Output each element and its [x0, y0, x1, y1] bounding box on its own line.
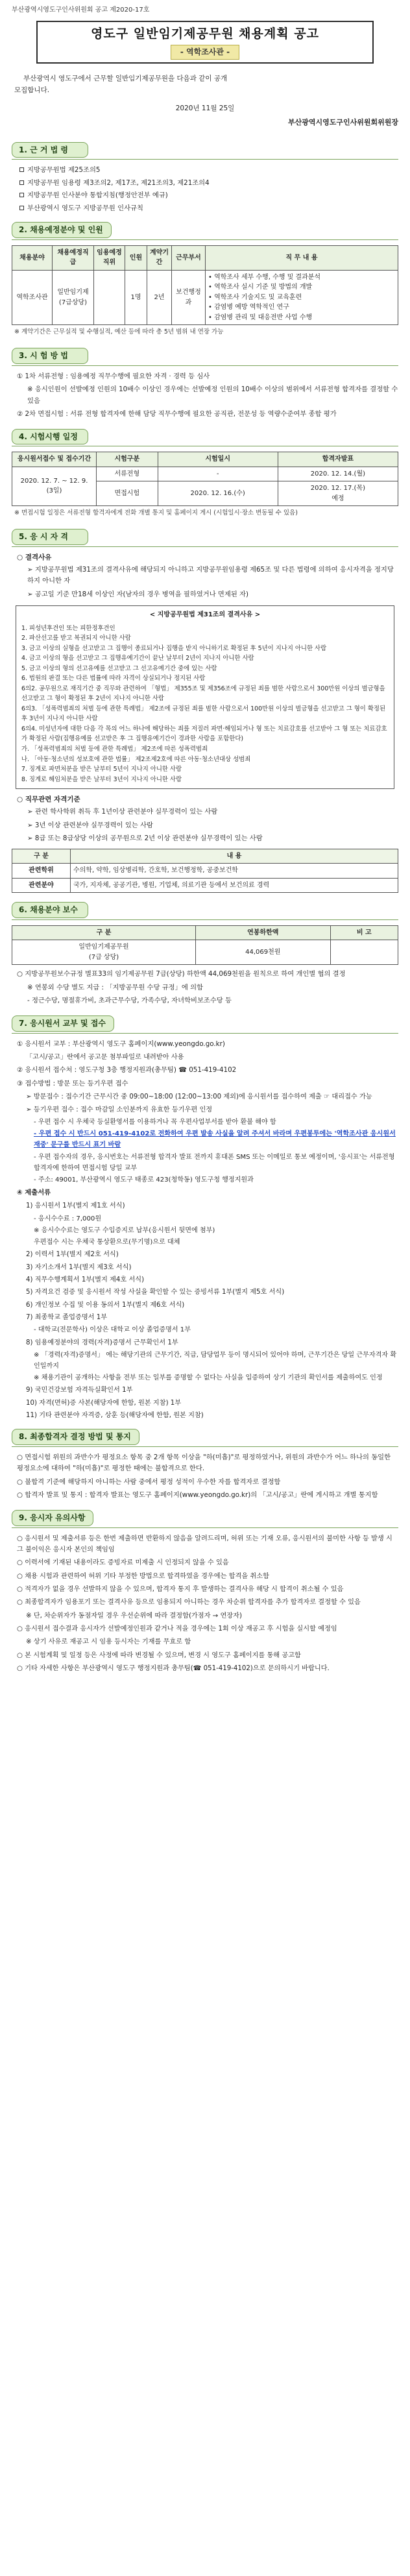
law-article-box	[16, 605, 394, 789]
table-cell: 관련학위	[12, 864, 71, 879]
apply-method-address: - 주소: 49001, 부산광역시 영도구 태종로 423(청학동) 영도구청 행정지원과	[34, 1176, 254, 1184]
intro-line-2: 모집합니다.	[14, 86, 50, 95]
section-2-note: ※ 계약기간은 근무실적 및 수행실적, 예산 등에 따라 총 5년 범위 내 연장 가능	[14, 328, 224, 336]
table-row	[12, 878, 398, 893]
list-item: ※ 응시수수료는 영도구 수입증지로 납부(응시원서 뒷면에 첨부)	[34, 1226, 215, 1234]
exam-step-2: ② 2차 면접시험 : 서류 전형 합격자에 한해 담당 직무수행에 필요한 공직관, 전문성 등 역량수준여부 종합 평가	[17, 410, 337, 419]
list-item: 1) 응시원서 1부(별지 제1호 서식)	[26, 1202, 125, 1210]
qualification-item: ➢ 8급 또는 8급상당 이상의 공무원으로 2년 이상 관련분야 실무경력이 있는 사람	[27, 834, 263, 843]
list-item: - 대학교(전문학사) 이상은 대학교 이상 졸업증명서 1부	[34, 1326, 191, 1334]
list-item: ※ 「경력(자격)증명서」 에는 해당기관의 근무기간, 직급, 담당업무 등이 명시되어 있어야 하며, 근무기간은 당일 근무자격자 확인일까지	[34, 1351, 397, 1370]
exam-step-1: ① 1차 서류전형 : 임용예정 직무수행에 필요한 자격 · 경력 등 심사	[17, 372, 210, 380]
table-row	[12, 270, 398, 325]
section-7-heading: 7. 응시원서 교부 및 접수	[12, 1015, 114, 1032]
recruit-table	[12, 245, 398, 326]
table-cell: 일반임기제 (7급상당)	[53, 270, 94, 325]
duty-cell: • 역학조사 세부 수행, 수행 및 결과분석 • 역학조사 실시 기준 및 방법의 개발 • 역학조사 기술지도 및 교육훈련 • 감염병 예방 역학적인 연구 • 감염병 관리 및 대응전반 사업 수행	[206, 270, 398, 325]
table-cell: 서류전형	[97, 467, 158, 481]
table-cell: 면접시험	[97, 481, 158, 506]
related-field-table	[12, 849, 398, 893]
table-header: 직 무 내 용	[206, 245, 398, 270]
table-header: 채용예정직급	[53, 245, 94, 270]
apply-method-mail-highlight: - 우편 접수 시 반드시 051-419-4102로 전화하여 우편 발송 사실을 알려 주셔서 바라며 우편봉투에는 '역학조사관 응시원서 재중' 문구를 반드시 표기 바람	[34, 1130, 396, 1149]
table-cell: 44,069천원	[195, 940, 330, 965]
table-header: 계약기간	[147, 245, 172, 270]
section-divider	[12, 1446, 398, 1447]
table-header: 비 고	[330, 925, 398, 940]
apply-reception-place: ② 응시원서 접수처 : 영도구청 3층 행정지원과(총무팀) ☎ 051-419-4102	[17, 1066, 237, 1075]
section-2-heading: 2. 채용예정분야 및 인원	[12, 222, 112, 238]
list-item: ○ 이력서에 기재된 내용이라도 증빙자료 미제출 시 인정되지 않을 수 있음	[17, 1559, 229, 1567]
list-item: - 응시수수료 : 7,000원	[34, 1215, 102, 1222]
checkbox-square-icon	[19, 180, 24, 185]
exam-step-1-note: ※ 응시인원이 선발예정 인원의 10배수 이상인 경우에는 선발예정 인원의 10배수 이상의 범위에서 서류전형 합격자를 결정할 수 있음	[27, 385, 398, 405]
list-item: 2) 이력서 1부(별지 제2호 서식)	[26, 1251, 119, 1259]
law-list	[12, 165, 398, 214]
section-divider	[12, 919, 398, 920]
list-item: ※ 단, 차순위자가 동점자일 경우 우선순위에 따라 결정함(가점자 → 연장자)	[26, 1612, 242, 1620]
title-box	[36, 21, 374, 64]
list-item: ※ 상기 사유로 재공고 시 임용 등시자는 기재를 무효로 함	[26, 1638, 191, 1646]
table-header: 연봉하한액	[195, 925, 330, 940]
section-3-heading: 3. 시 험 방 법	[12, 348, 88, 364]
table-header: 시험일시	[158, 452, 278, 467]
list-item: ○ 적격자가 없을 경우 선발하지 않을 수 있으며, 합격자 통지 후 발생하는 결격사유 해당 시 합격이 취소될 수 있음	[17, 1585, 344, 1593]
table-header: 시험구분	[97, 452, 158, 467]
salary-note-3: - 정근수당, 명절휴가비, 초과근무수당, 가족수당, 자녀학비보조수당 등	[27, 997, 232, 1005]
section-divider	[12, 546, 398, 547]
submit-docs-list	[12, 1200, 398, 1421]
apply-method-mail: ➢ 등기우편 접수 : 접수 마감일 소인분까지 유효한 등기우편 인정	[26, 1106, 213, 1113]
intro-line-1: 부산광역시 영도구에서 근무할 일반임기제공무원을 다음과 같이 공개	[23, 74, 228, 82]
table-cell	[330, 940, 398, 965]
salary-note-2: ※ 연봉외 수당 별도 지급 : 「지방공무원 수당 규정」에 의함	[27, 983, 204, 991]
table-header: 응시원서접수 및 접수기간	[12, 452, 97, 467]
page-title: 영도구 일반임기제공무원 채용계획 공고	[91, 26, 319, 41]
section-5-heading: 5. 응 시 자 격	[12, 529, 88, 545]
table-cell: 2020. 12. 7. ~ 12. 9. (3일)	[12, 467, 97, 506]
table-row	[12, 864, 398, 879]
caution-list	[12, 1533, 398, 1675]
list-item: 지방공무원 인사분야 통합지침(행정안전부 예규)	[19, 190, 398, 202]
announce-org: 부산광역시영도구인사위원회위원장	[287, 117, 398, 127]
list-item: 3) 자기소개서 1부(별지 제3호 서식)	[26, 1263, 132, 1271]
salary-table	[12, 925, 398, 966]
list-item: ○ 응시원서 및 제출서류 등은 한번 제출하면 반환하지 않음을 알려드리며, 허위 또는 기재 오류, 응시원서의 불미한 사항 등 발생 시 그 불이익은 응시자 본인의 책임임	[17, 1535, 392, 1553]
apply-method-mail-note-2: - 우편 접수자의 경우, 응시번호는 서류전형 합격자 발표 전까지 휴대폰 SMS 또는 이메일로 통보 예정이며, '응시표'는 서류전형 합격자에 한하여 면접시험 당일 교부	[34, 1153, 395, 1172]
section-9-heading: 9. 응시자 유의사항	[12, 1510, 93, 1526]
table-header: 임용예정직위	[94, 245, 125, 270]
table-cell	[94, 270, 125, 325]
list-item: 7) 최종학교 졸업증명서 1부	[26, 1314, 108, 1321]
table-header: 근무부서	[172, 245, 206, 270]
section-1-heading: 1. 근 거 법 령	[12, 142, 88, 158]
section-divider	[12, 239, 398, 240]
list-item: 부산광역시 영도구 지방공무원 인사규칙	[19, 203, 398, 215]
table-header: 인원	[125, 245, 147, 270]
qualification-item: ➢ 3년 이상 관련분야 실무경력이 있는 사람	[27, 821, 153, 829]
section-divider	[12, 1033, 398, 1034]
table-cell: 2020. 12. 14.(월)	[278, 467, 398, 481]
notice-number: 부산광역시영도구인사위원회 공고 제2020-17호	[12, 6, 150, 14]
disqualification-title: ○ 결격사유	[17, 553, 52, 561]
table-cell: 일반임기제공무원 (7급 상당)	[12, 940, 196, 965]
table-cell: 보건행정과	[172, 270, 206, 325]
list-item: 10) 자격(면허)증 사본(해당자에 한함, 원본 지참) 1부	[26, 1399, 182, 1407]
list-item: 지방공무원법 제25조의5	[19, 165, 398, 176]
section-divider	[12, 365, 398, 366]
list-item: ○ 최종합격자가 임용포기 또는 결격사유 등으로 임용되지 아니하는 경우 차순위 합격자를 추가 합격자로 결정할 수 있음	[17, 1599, 361, 1607]
table-row	[12, 940, 398, 965]
table-cell: 2020. 12. 16.(수)	[158, 481, 278, 506]
table-header: 내 용	[71, 849, 398, 864]
table-cell: -	[158, 467, 278, 481]
table-header: 구 분	[12, 925, 196, 940]
section-divider	[12, 159, 398, 160]
checkbox-square-icon	[19, 167, 24, 172]
list-item: 11) 기타 관련분야 자격증, 상훈 등(해당자에 한함, 원본 지참)	[26, 1412, 204, 1419]
final-decision-3: ○ 합격자 발표 및 통지 : 합격자 발표는 영도구 홈페이지(www.yeongdo.go.kr)의 「고시/공고」란에 게시하고 개별 통지함	[17, 1491, 378, 1500]
law-article-text: 1. 피성년후견인 또는 피한정후견인 2. 파산선고를 받고 복권되지 아니한 사람 3. 금고 이상의 실형을 선고받고 그 집행이 종료되거나 집행을 받지 아니하기로 확정된 후 5년이 지나지 아니한 사람 4. 금고 이상의 형을 선고받고 그 집행유예기간이 끝난 날부터 2년이 지나지 아니한 사람 5. 금고 이상의 형의 선고유예를 선고받고 그 선고유예기간 중에 있는 사람 6. 법원의 판결 또는 다른 법률에 따라 자격이 상실되거나 정지된 사람 6의2. 공무원으로 재직기간 중 직무와 관련하여 「형법」 제355조 및 제356조에 규정된 죄를 범한 사람으로서 300만원 이상의 벌금형을 선고받고 그 형이 확정된 후 2년이 지나지 아니한 사람 6의3. 「성폭력범죄의 처벌 등에 관한 특례법」 제2조에 규정된 죄를 범한 사람으로서 100만원 이상의 벌금형을 선고받고 그 형이 확정된 후 3년이 지나지 아니한 사람 6의4. 미성년자에 대한 다음 각 목의 어느 하나에 해당하는 죄를 저질러 파면·해임되거나 형 또는 치료감호를 선고받아 그 형 또는 치료감호가 확정된 사람(집행유예를 선고받은 후 그 집행유예기간이 경과한 사람을 포함한다) 가. 「성폭력범죄의 처벌 등에 관한 특례법」 제2조에 따른 성폭력범죄 나. 「아동·청소년의 성보호에 관한 법률」 제2조제2호에 따른 아동·청소년대상 성범죄 7. 징계로 파면처분을 받은 날부터 5년이 지나지 아니한 사람 8. 징계로 해임처분을 받은 날부터 3년이 지나지 아니한 사람	[21, 624, 387, 783]
disqualification-p2: ➢ 공고일 기준 만18세 이상인 자(남자의 경우 병역을 필하였거나 면제된 자)	[27, 590, 249, 598]
section-4-heading: 4. 시험시행 일정	[12, 429, 88, 445]
section-divider	[12, 1527, 398, 1528]
list-item: 6) 개인정보 수집 및 이용 동의서 1부(별지 제6호 서식)	[26, 1301, 185, 1309]
table-cell: 2020. 12. 17.(목) 예정	[278, 481, 398, 506]
table-header: 합격자발표	[278, 452, 398, 467]
apply-form-issue: ① 응시원서 교부 : 부산광역시 영도구 홈페이지(www.yeongdo.go.kr)	[17, 1039, 225, 1048]
list-item: ※ 채용기관이 공개하는 사항을 전부 또는 일부를 증명할 수 없다는 사실을 입증하여 상기 기관의 확인서를 제출하여도 인정	[34, 1374, 383, 1382]
apply-method-mail-note: - 우편 접수 시 우체국 등실환영서를 이용하거나 꼭 우편사업부서를 받아 환불 해야 함	[34, 1119, 276, 1126]
table-cell: 2년	[147, 270, 172, 325]
intro-text	[14, 73, 396, 97]
table-header: 채용분야	[12, 245, 53, 270]
checkbox-square-icon	[19, 193, 24, 197]
list-item: ○ 본 시험계획 및 일정 등은 사정에 따라 변경될 수 있으며, 변경 시 영도구 홈페이지를 통해 공고함	[17, 1651, 301, 1659]
list-item: 지방공무원 임용령 제3조의2, 제17조, 제21조의3, 제21조의4	[19, 178, 398, 189]
list-item: ○ 응시원서 접수결과 응시자가 선발예정인원과 같거나 적을 경우에는 1회 이상 재공고 후 시험을 실시할 예정임	[17, 1625, 337, 1633]
law-article-title: < 지방공무원법 제31조의 결격사유 >	[149, 611, 261, 619]
table-cell: 국가, 지자체, 공공기관, 병원, 기업체, 의료기관 등에서 보건의료 경력	[71, 878, 398, 893]
submit-docs-title: ④ 제출서류	[17, 1188, 51, 1197]
list-item: 우편접수 시는 우체국 통상환으로(무기명)으로 대체	[34, 1239, 180, 1246]
table-cell: 역학조사관	[12, 270, 53, 325]
apply-form-issue-sub: 「고시/공고」란에서 공고문 첨부파일로 내려받아 사용	[26, 1054, 184, 1061]
qualification-title: ○ 직무관련 자격기준	[17, 796, 80, 804]
list-item: ○ 기타 자세한 사항은 부산광역시 영도구 행정지원과 총무팀(☎ 051-419-4102)으로 문의하시기 바랍니다.	[17, 1664, 330, 1672]
table-cell: 수의학, 약학, 임상병리학, 간호학, 보건행정학, 공중보건학	[71, 864, 398, 879]
table-header: 구 분	[12, 849, 71, 864]
list-item: 4) 직무수행계획서 1부(별지 제4호 서식)	[26, 1276, 145, 1283]
disqualification-p1: ➢ 지방공무원법 제31조의 결격사유에 해당되지 아니하고 지방공무원임용령 제65조 및 다른 법령에 의하여 응시자격을 정지당하지 아니한 자	[27, 565, 394, 585]
final-decision-1: ○ 면접시험 위원의 과반수가 평정요소 항목 중 2개 항목 이상을 "하(미흡)"로 평정하였거나, 위원의 과반수가 어느 하나의 동일한 평정요소에 대하여 "하(미흡)"로 평정한 때에는 불합격으로 한다.	[17, 1453, 391, 1473]
section-6-heading: 6. 채용분야 보수	[12, 902, 88, 918]
page-subtitle: - 역학조사관 -	[171, 45, 239, 60]
announce-date: 2020년 11월 25일	[175, 104, 235, 113]
section-4-note: ※ 면접시험 일정은 서류전형 합격자에게 전화 개별 통지 및 홈페이지 게시 (시험일시·장소 변동될 수 있음)	[14, 509, 298, 517]
salary-note-1: ○ 지방공무원보수규정 별표33의 임기제공무원 7급(상당) 하한액 44,069천원을 원칙으로 하여 개인별 협의 결정	[17, 970, 346, 978]
final-decision-2: ○ 불합격 기준에 해당하지 아니하는 사람 중에서 평정 성적이 우수한 자를 합격자로 결정함	[17, 1477, 281, 1486]
schedule-table	[12, 452, 398, 506]
checkbox-square-icon	[19, 206, 24, 210]
table-cell: 관련분야	[12, 878, 71, 893]
table-cell: 1명	[125, 270, 147, 325]
apply-method-visit: ➢ 방문접수 : 접수기간 근무시간 중 09:00~18:00 (12:00~13:00 제외)에 응시원서를 접수하여 제출 ☞ 대리접수 가능	[26, 1093, 372, 1101]
qualification-item: ➢ 관련 학사학위 취득 후 1년이상 관련분야 실무경력이 있는 사람	[27, 808, 218, 816]
list-item: ○ 채용 시험과 관련하여 허위 기타 부정한 방법으로 합격하였을 경우에는 합격을 취소함	[17, 1572, 269, 1580]
list-item: 8) 임용예정분야의 경력(자격)증명서 근무확인서 1부	[26, 1339, 178, 1346]
list-item: 5) 자격요건 검증 및 응시원서 작성 사실을 확인할 수 있는 증빙서류 1부(별지 제5호 서식)	[26, 1289, 285, 1296]
table-row	[12, 467, 398, 481]
section-8-heading: 8. 최종합격자 결정 방법 및 통지	[12, 1429, 139, 1445]
apply-method: ③ 접수방법 : 방문 또는 등기우편 접수	[17, 1079, 128, 1088]
list-item: 9) 국민건강보험 자격득실확인서 1부	[26, 1387, 133, 1394]
